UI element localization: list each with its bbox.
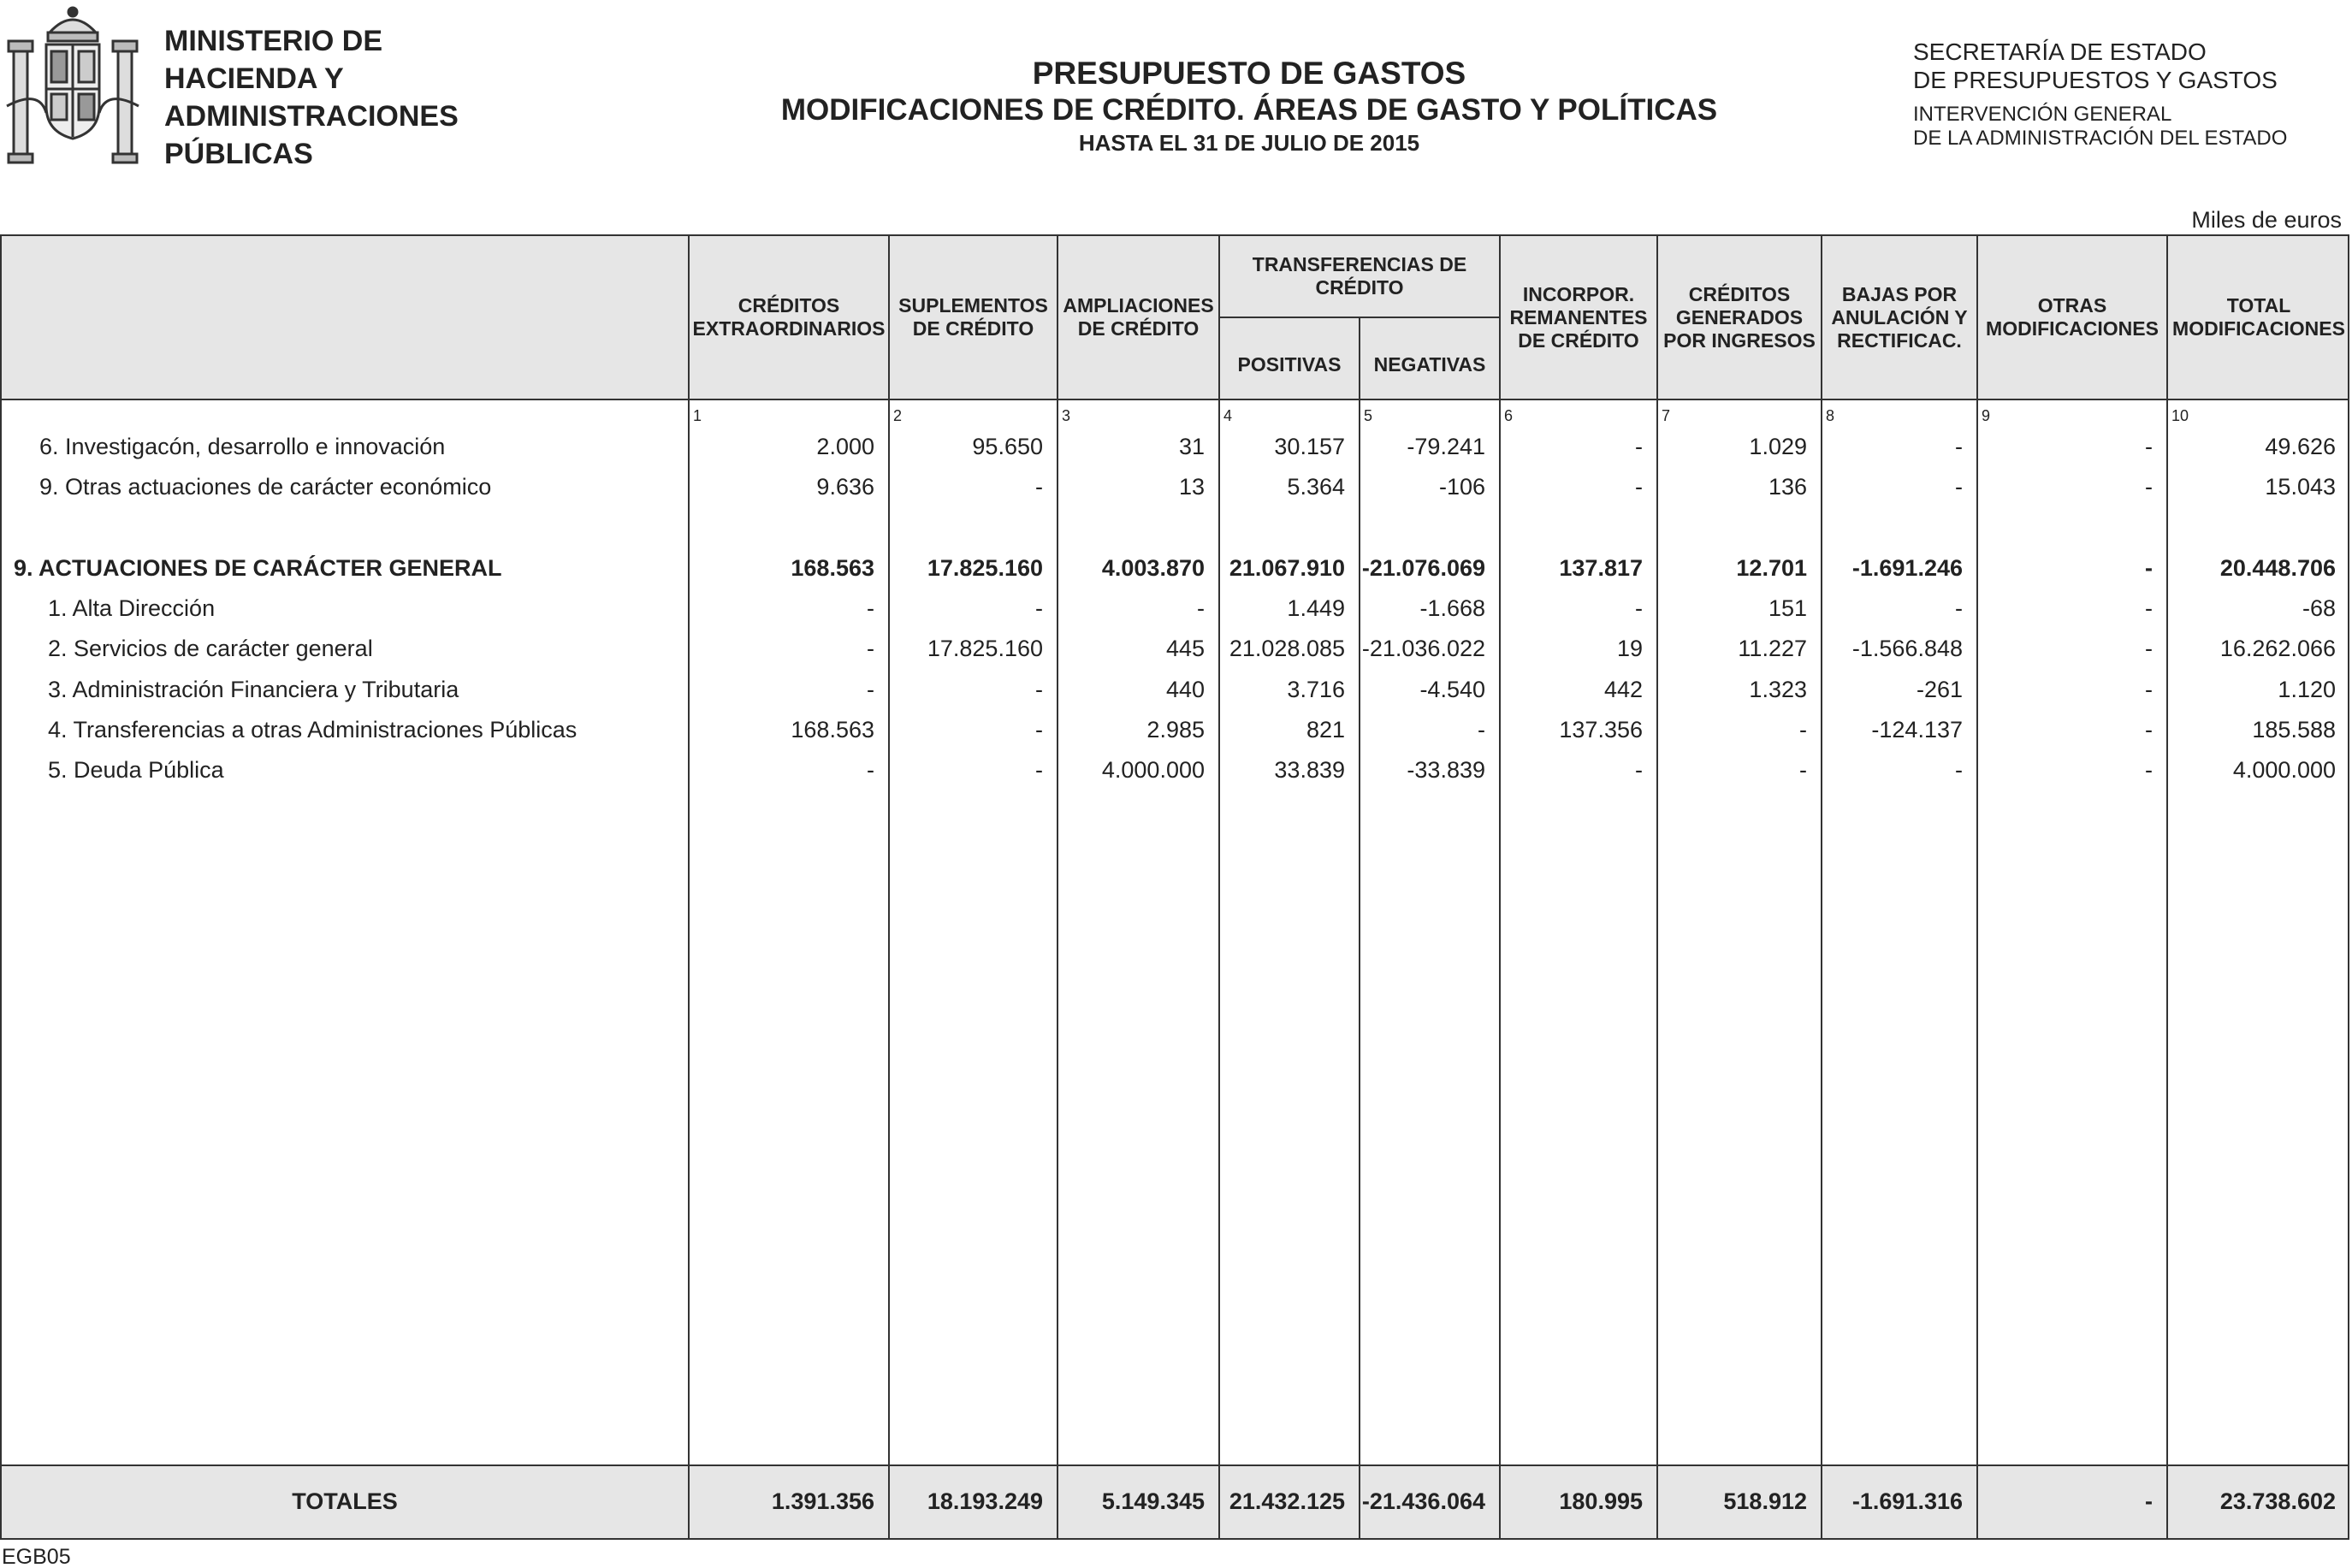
total-value: 5.149.345 <box>1101 1488 1205 1514</box>
total-value: -1.691.316 <box>1851 1488 1963 1514</box>
column-number: 7 <box>1662 407 1671 424</box>
cell-value: 17.825.160 <box>927 555 1043 581</box>
cell-value: 1.029 <box>1749 434 1807 459</box>
cell-value: - <box>1478 717 1485 743</box>
column-number: 5 <box>1364 407 1373 424</box>
cell-value: 31 <box>1178 434 1205 459</box>
total-value: 23.738.602 <box>2219 1488 2336 1514</box>
cell-value: 9.636 <box>816 474 874 500</box>
cell-value: 440 <box>1165 677 1205 702</box>
cell-value: - <box>2145 595 2153 621</box>
column-header: BAJAS POR ANULACIÓN Y RECTIFICAC. <box>1831 282 1968 352</box>
table-row <box>2 589 2348 627</box>
cell-value: 13 <box>1178 474 1205 500</box>
cell-value: - <box>2145 434 2153 459</box>
column-header: CRÉDITOS EXTRAORDINARIOS <box>692 294 886 340</box>
cell-value: 3.716 <box>1287 677 1345 702</box>
cell-value: 95.650 <box>972 434 1043 459</box>
cell-value: 21.067.910 <box>1229 555 1345 581</box>
row-label: 3. Administración Financiera y Tributaria <box>48 677 459 702</box>
cell-value: - <box>1035 595 1043 621</box>
column-header: NEGATIVAS <box>1373 352 1486 376</box>
column-header: OTRAS MODIFICACIONES <box>1986 294 2159 340</box>
report-date: HASTA EL 31 DE JULIO DE 2015 <box>1078 130 1420 156</box>
row-label: 9. ACTUACIONES DE CARÁCTER GENERAL <box>14 555 502 581</box>
cell-value: 15.043 <box>2265 474 2336 500</box>
cell-value: - <box>1635 474 1643 500</box>
total-value: 18.193.249 <box>927 1488 1043 1514</box>
cell-value: - <box>1955 434 1963 459</box>
table-row <box>2 630 2348 667</box>
cell-value: - <box>2145 717 2153 743</box>
total-value: 21.432.125 <box>1229 1488 1345 1514</box>
cell-value: -124.137 <box>1871 717 1963 743</box>
column-number: 6 <box>1504 407 1514 424</box>
table-row <box>2 549 2348 587</box>
column-header: AMPLIACIONES DE CRÉDITO <box>1063 294 1214 340</box>
column-number: 2 <box>893 407 903 424</box>
cell-value: - <box>1035 677 1043 702</box>
cell-value: 821 <box>1306 717 1345 743</box>
cell-value: 151 <box>1768 595 1807 621</box>
cell-value: 442 <box>1603 677 1643 702</box>
report-subtitle: MODIFICACIONES DE CRÉDITO. ÁREAS DE GASTO Y POLÍTICAS <box>780 93 1718 127</box>
cell-value: - <box>2145 474 2153 500</box>
cell-value: 136 <box>1768 474 1807 500</box>
cell-value: - <box>1955 595 1963 621</box>
column-header: TOTAL MODIFICACIONES <box>2172 294 2345 340</box>
unit-note: Miles de euros <box>2191 207 2342 233</box>
row-label: 2. Servicios de carácter general <box>48 636 373 661</box>
cell-value: - <box>1635 757 1643 783</box>
cell-value: -1.668 <box>1419 595 1485 621</box>
column-number: 4 <box>1223 407 1233 424</box>
cell-value: -33.839 <box>1407 757 1485 783</box>
table-row <box>2 671 2348 708</box>
cell-value: - <box>1197 595 1205 621</box>
column-header: POSITIVAS <box>1237 352 1342 376</box>
cell-value: -1.566.848 <box>1851 636 1963 661</box>
row-label: 9. Otras actuaciones de carácter económico <box>39 474 492 500</box>
row-label: 1. Alta Dirección <box>48 595 216 621</box>
cell-value: 16.262.066 <box>2219 636 2336 661</box>
report-title: PRESUPUESTO DE GASTOS <box>1032 56 1466 91</box>
cell-value: - <box>1635 595 1643 621</box>
cell-value: - <box>2145 636 2153 661</box>
column-header: INCORPOR. REMANENTES DE CRÉDITO <box>1509 282 1648 352</box>
cell-value: 185.588 <box>2252 717 2336 743</box>
cell-value: 137.817 <box>1559 555 1643 581</box>
cell-value: 137.356 <box>1559 717 1643 743</box>
transfer-group-header: TRANSFERENCIAS DE CRÉDITO <box>1252 253 1467 299</box>
cell-value: 168.563 <box>791 555 874 581</box>
cell-value: -68 <box>2302 595 2336 621</box>
table-row <box>2 711 2348 748</box>
cell-value: 1.449 <box>1287 595 1345 621</box>
total-value: - <box>2145 1488 2153 1514</box>
cell-value: - <box>1035 717 1043 743</box>
cell-value: 11.227 <box>1738 636 1807 661</box>
column-number: 3 <box>1062 407 1071 424</box>
cell-value: - <box>1035 757 1043 783</box>
table-row <box>2 468 2348 506</box>
cell-value: 21.028.085 <box>1229 636 1345 661</box>
cell-value: 17.825.160 <box>927 636 1043 661</box>
cell-value: 30.157 <box>1274 434 1345 459</box>
cell-value: 20.448.706 <box>2219 555 2336 581</box>
cell-value: 168.563 <box>791 717 874 743</box>
column-number: 9 <box>1982 407 1991 424</box>
cell-value: 5.364 <box>1287 474 1345 500</box>
coat-of-arms-icon <box>5 3 140 168</box>
cell-value: 33.839 <box>1274 757 1345 783</box>
column-number: 1 <box>693 407 702 424</box>
cell-value: -106 <box>1438 474 1485 500</box>
cell-value: 2.985 <box>1146 717 1205 743</box>
total-value: -21.436.064 <box>1361 1488 1485 1514</box>
cell-value: 12.701 <box>1736 555 1807 581</box>
cell-value: - <box>1955 757 1963 783</box>
column-number: 10 <box>2171 407 2189 424</box>
cell-value: - <box>1035 474 1043 500</box>
cell-value: -4.540 <box>1419 677 1485 702</box>
column-number: 8 <box>1826 407 1835 424</box>
total-value: 518.912 <box>1723 1488 1807 1514</box>
ministry-name: MINISTERIO DE HACIENDA Y ADMINISTRACIONES PÚBLICAS <box>164 25 459 170</box>
cell-value: 19 <box>1616 636 1643 661</box>
totals-row <box>2 1464 2348 1538</box>
cell-value: 2.000 <box>816 434 874 459</box>
cell-value: - <box>867 595 874 621</box>
cell-value: 4.003.870 <box>1101 555 1205 581</box>
header-divider <box>2 399 2348 400</box>
cell-value: 1.120 <box>2278 677 2336 702</box>
row-label: 4. Transferencias a otras Administraciones Públicas <box>48 717 578 743</box>
cell-value: - <box>1799 717 1807 743</box>
secretaria-block: SECRETARÍA DE ESTADO DE PRESUPUESTOS Y GASTOS INTERVENCIÓN GENERAL DE LA ADMINISTRACIÓN DEL ESTADO <box>1913 38 2288 150</box>
cell-value: -1.691.246 <box>1851 555 1963 581</box>
cell-value: - <box>1799 757 1807 783</box>
report-titles <box>616 55 1882 157</box>
cell-value: - <box>2145 757 2153 783</box>
table-row <box>2 428 2348 465</box>
row-label: 5. Deuda Pública <box>48 757 224 783</box>
report-code: EGB05 <box>2 1545 71 1568</box>
table-row <box>2 751 2348 789</box>
cell-value: - <box>867 757 874 783</box>
cell-value: 49.626 <box>2265 434 2336 459</box>
cell-value: 1.323 <box>1749 677 1807 702</box>
cell-value: -261 <box>1916 677 1963 702</box>
cell-value: - <box>2145 677 2153 702</box>
cell-value: 4.000.000 <box>2232 757 2336 783</box>
total-value: 180.995 <box>1559 1488 1643 1514</box>
cell-value: - <box>867 677 874 702</box>
totals-label: TOTALES <box>292 1488 398 1514</box>
total-value: 1.391.356 <box>771 1488 874 1514</box>
cell-value: - <box>1955 474 1963 500</box>
row-label: 6. Investigacón, desarrollo e innovación <box>39 434 446 459</box>
cell-value: - <box>867 636 874 661</box>
cell-value: - <box>2145 555 2153 581</box>
cell-value: -79.241 <box>1407 434 1485 459</box>
budget-table <box>0 234 2349 1540</box>
cell-value: -21.076.069 <box>1361 555 1485 581</box>
cell-value: 4.000.000 <box>1101 757 1205 783</box>
column-header: CRÉDITOS GENERADOS POR INGRESOS <box>1663 282 1816 352</box>
cell-value: -21.036.022 <box>1361 636 1485 661</box>
cell-value: - <box>1635 434 1643 459</box>
column-header: SUPLEMENTOS DE CRÉDITO <box>898 294 1048 340</box>
cell-value: 445 <box>1165 636 1205 661</box>
